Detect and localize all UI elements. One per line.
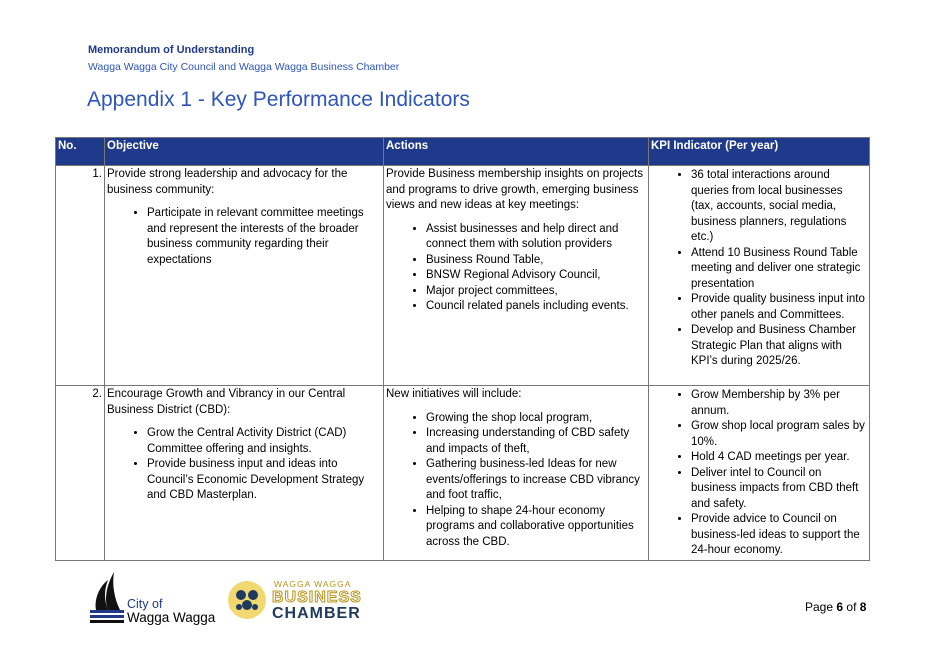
chamber-logo-small-text: WAGGA WAGGA (274, 579, 352, 589)
business-chamber-logo (227, 576, 377, 624)
actions-text: Provide Business membership insights on projects and programs to drive growth, emerging business views and new ideas at key meetings: (386, 168, 643, 211)
table-row (56, 166, 870, 386)
kpi-list (651, 168, 867, 370)
page-total: 8 (859, 600, 867, 614)
actions-cell (384, 166, 649, 386)
list-item: • Participate in relevant committee meetings and represent the interests of the broader business community regarding their expectations (147, 206, 381, 268)
memo-subtitle: Wagga Wagga City Council and Wagga Wagga Business Chamber (88, 61, 400, 73)
list-item: • Deliver intel to Council on business impacts from CBD theft and safety. (691, 466, 867, 513)
page-prefix: Page (805, 600, 834, 614)
list-item: • Hold 4 CAD meetings per year. (691, 450, 867, 466)
table-row (56, 386, 870, 561)
actions-cell (384, 386, 649, 561)
list-item: • 36 total interactions around queries from local businesses (tax, accounts, social media, business planners, regulations etc.) (691, 168, 867, 246)
actions-text: New initiatives will include: (386, 388, 522, 400)
header-objective: Objective (105, 138, 384, 166)
actions-list (386, 411, 646, 551)
objective-cell (105, 166, 384, 386)
list-item: • Increasing understanding of CBD safety and impacts of theft, (426, 426, 646, 457)
kpi-cell (649, 386, 870, 561)
kpi-cell (649, 166, 870, 386)
header-actions: Actions (384, 138, 649, 166)
chamber-logo-business-text: BUSINESS (272, 589, 362, 606)
list-item: • Gathering business-led Ideas for new events/offerings to increase CBD vibrancy and foot traffic, (426, 457, 646, 504)
header-kpi: KPI Indicator (Per year) (649, 138, 870, 166)
list-item: • Attend 10 Business Round Table meeting and deliver one strategic presentation (691, 246, 867, 293)
objective-list (107, 426, 381, 504)
list-item: • Council related panels including events. (426, 299, 646, 315)
city-crest-icon (90, 570, 126, 626)
city-logo-text (127, 597, 215, 625)
list-item: • Business Round Table, (426, 253, 646, 269)
page-number (805, 600, 866, 614)
list-item: • Provide quality business input into other panels and Committees. (691, 292, 867, 323)
list-item: • BNSW Regional Advisory Council, (426, 268, 646, 284)
kpi-table (55, 137, 870, 561)
list-item: • Grow shop local program sales by 10%. (691, 419, 867, 450)
table-header-row (56, 138, 870, 166)
objective-text: Encourage Growth and Vibrancy in our Central Business District (CBD): (107, 388, 346, 416)
list-item: • Growing the shop local program, (426, 411, 646, 427)
city-of-wagga-wagga-logo (90, 570, 230, 628)
chamber-logo-chamber-text: CHAMBER (272, 605, 361, 622)
objective-list (107, 206, 381, 268)
city-logo-line1: City of (127, 597, 163, 611)
list-item: • Develop and Business Chamber Strategic Plan that aligns with KPI’s during 2025/26. (691, 323, 867, 370)
list-item: • Major project committees, (426, 284, 646, 300)
list-item: • Assist businesses and help direct and connect them with solution providers (426, 222, 646, 253)
memo-title: Memorandum of Understanding (88, 44, 255, 56)
appendix-title: Appendix 1 - Key Performance Indicators (87, 88, 470, 111)
list-item: • Grow the Central Activity District (CAD) Committee offering and insights. (147, 426, 381, 457)
kpi-list (651, 388, 867, 559)
row-number: 2. (56, 386, 105, 561)
objective-text: Provide strong leadership and advocacy for the business community: (107, 168, 348, 196)
city-logo-line2: Wagga Wagga (127, 610, 216, 625)
page-current: 6 (836, 600, 844, 614)
list-item: • Provide business input and ideas into Council’s Economic Development Strategy and CBD Masterplan. (147, 457, 381, 504)
list-item: • Provide advice to Council on business-led ideas to support the 24-hour economy. (691, 512, 867, 559)
actions-list (386, 222, 646, 315)
page-of: of (846, 600, 857, 614)
row-number: 1. (56, 166, 105, 386)
objective-cell (105, 386, 384, 561)
chamber-emblem-icon (227, 580, 267, 620)
list-item: • Grow Membership by 3% per annum. (691, 388, 867, 419)
list-item: • Helping to shape 24-hour economy programs and collaborative opportunities across the CBD. (426, 504, 646, 551)
header-no: No. (56, 138, 105, 166)
